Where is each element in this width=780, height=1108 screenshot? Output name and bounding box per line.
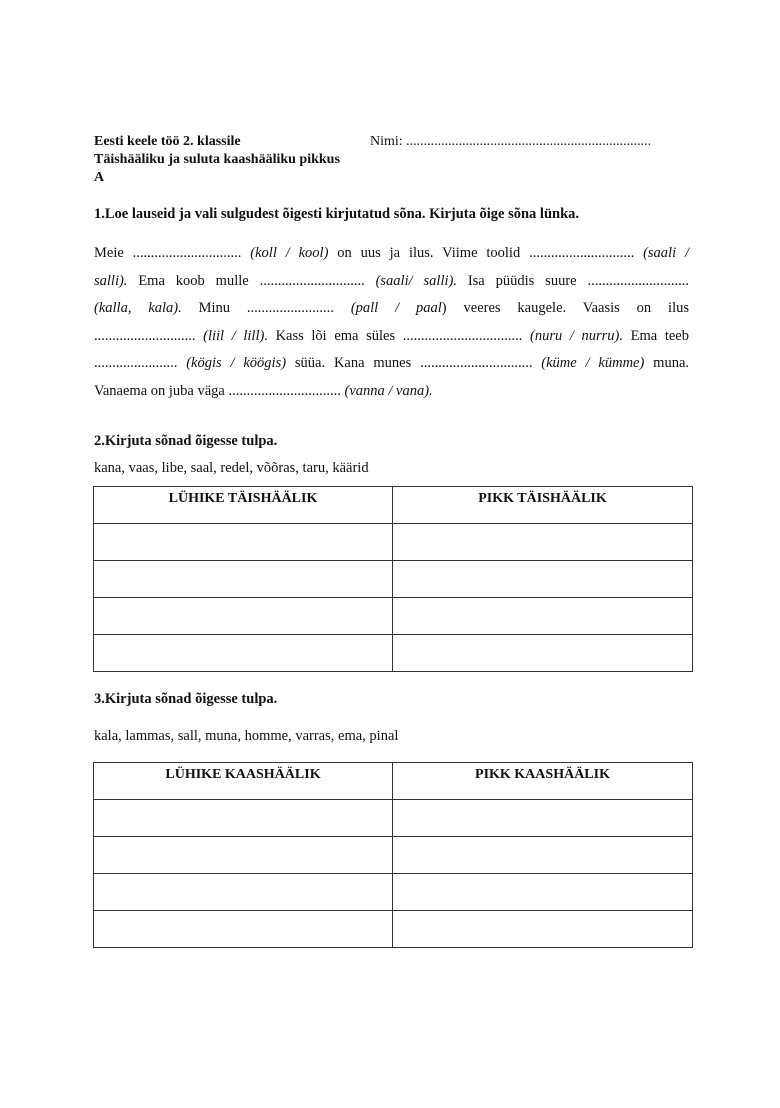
- answer-cell[interactable]: [94, 561, 393, 598]
- sentence-text: ) veeres kaugele. Vaasis on ilus: [441, 300, 690, 316]
- sentence-text: ............................: [94, 327, 204, 344]
- task3-word-list: kala, lammas, sall, muna, homme, varras, ema, pinal: [94, 728, 399, 744]
- answer-cell[interactable]: [393, 911, 693, 948]
- sentence-text: Isa püüdis suure ............................: [456, 272, 689, 289]
- answer-cell[interactable]: [94, 837, 393, 874]
- sentence-text: on uus ja ilus. Viime toolid .............................: [328, 245, 644, 261]
- task2-column-header-short: LÜHIKE TÄISHÄÄLIK: [94, 487, 393, 524]
- table-row: [94, 837, 693, 874]
- task1-line: [94, 323, 689, 351]
- task3-column-header-short: LÜHIKE KAASHÄÄLIK: [94, 763, 393, 800]
- word-choice-option: salli).: [94, 272, 128, 289]
- task1-line: [94, 350, 689, 378]
- task1-line: [94, 268, 689, 296]
- sentence-text: Minu ........................: [181, 300, 351, 316]
- word-choice-option: (nuru / nurru).: [530, 327, 624, 344]
- answer-cell[interactable]: [94, 911, 393, 948]
- worksheet-subtitle: Täishääliku ja suluta kaashääliku pikkus: [94, 152, 340, 167]
- sentence-text: Vanaema on juba väga ...............................: [94, 382, 345, 399]
- answer-cell[interactable]: [393, 561, 693, 598]
- word-choice-option: (koll / kool): [250, 245, 329, 261]
- worksheet-variant: A: [94, 170, 105, 185]
- sentence-text: muna.: [644, 355, 690, 371]
- table-row: [94, 911, 693, 948]
- task2-table: [93, 486, 693, 672]
- table-row: [94, 635, 693, 672]
- task1-line: [94, 295, 689, 323]
- table-row: [94, 598, 693, 635]
- answer-cell[interactable]: [94, 800, 393, 837]
- sentence-text: Ema teeb: [623, 327, 689, 344]
- worksheet-title: Eesti keele töö 2. klassile: [94, 134, 241, 149]
- table-row: [94, 800, 693, 837]
- answer-cell[interactable]: [94, 598, 393, 635]
- answer-cell[interactable]: [94, 524, 393, 561]
- answer-cell[interactable]: [393, 635, 693, 672]
- table-row: [94, 874, 693, 911]
- answer-cell[interactable]: [393, 837, 693, 874]
- word-choice-option: (küme / kümme): [541, 355, 645, 371]
- word-choice-option: (pall / paal: [350, 300, 442, 316]
- sentence-text: Kass lõi ema süles .................................: [267, 327, 531, 344]
- sentence-text: Ema koob mulle .............................: [127, 272, 376, 289]
- word-choice-option: (kalla, kala).: [94, 300, 182, 316]
- task2-instruction: 2.Kirjuta sõnad õigesse tulpa.: [94, 433, 278, 449]
- sentence-text: süüa. Kana munes ...............................: [286, 355, 542, 371]
- table-row: [94, 561, 693, 598]
- task2-column-header-long: PIKK TÄISHÄÄLIK: [393, 487, 693, 524]
- word-choice-option: (saali/ salli).: [375, 272, 457, 289]
- word-choice-option: (saali /: [643, 245, 689, 261]
- answer-cell[interactable]: [94, 635, 393, 672]
- task1-instruction: 1.Loe lauseid ja vali sulgudest õigesti kirjutatud sõna. Kirjuta õige sõna lünka.: [94, 206, 580, 222]
- task3-column-header-long: PIKK KAASHÄÄLIK: [393, 763, 693, 800]
- word-choice-option: (liil / lill).: [203, 327, 268, 344]
- word-choice-option: (vanna / vana).: [344, 382, 433, 399]
- sentence-text: Meie ..............................: [94, 245, 251, 261]
- answer-cell[interactable]: [393, 524, 693, 561]
- answer-cell[interactable]: [94, 874, 393, 911]
- answer-cell[interactable]: [393, 874, 693, 911]
- answer-cell[interactable]: [393, 800, 693, 837]
- table-row: [94, 524, 693, 561]
- task1-line: [94, 378, 689, 406]
- task3-instruction: 3.Kirjuta sõnad õigesse tulpa.: [94, 691, 278, 707]
- sentence-text: .......................: [94, 355, 187, 371]
- task1-line: [94, 240, 689, 268]
- name-field[interactable]: Nimi: ......................................................................: [370, 134, 652, 149]
- word-choice-option: (kögis / köögis): [186, 355, 287, 371]
- task2-word-list: kana, vaas, libe, saal, redel, võõras, taru, käärid: [94, 460, 369, 476]
- task3-table: [93, 762, 693, 948]
- task1-paragraph: [94, 240, 689, 405]
- answer-cell[interactable]: [393, 598, 693, 635]
